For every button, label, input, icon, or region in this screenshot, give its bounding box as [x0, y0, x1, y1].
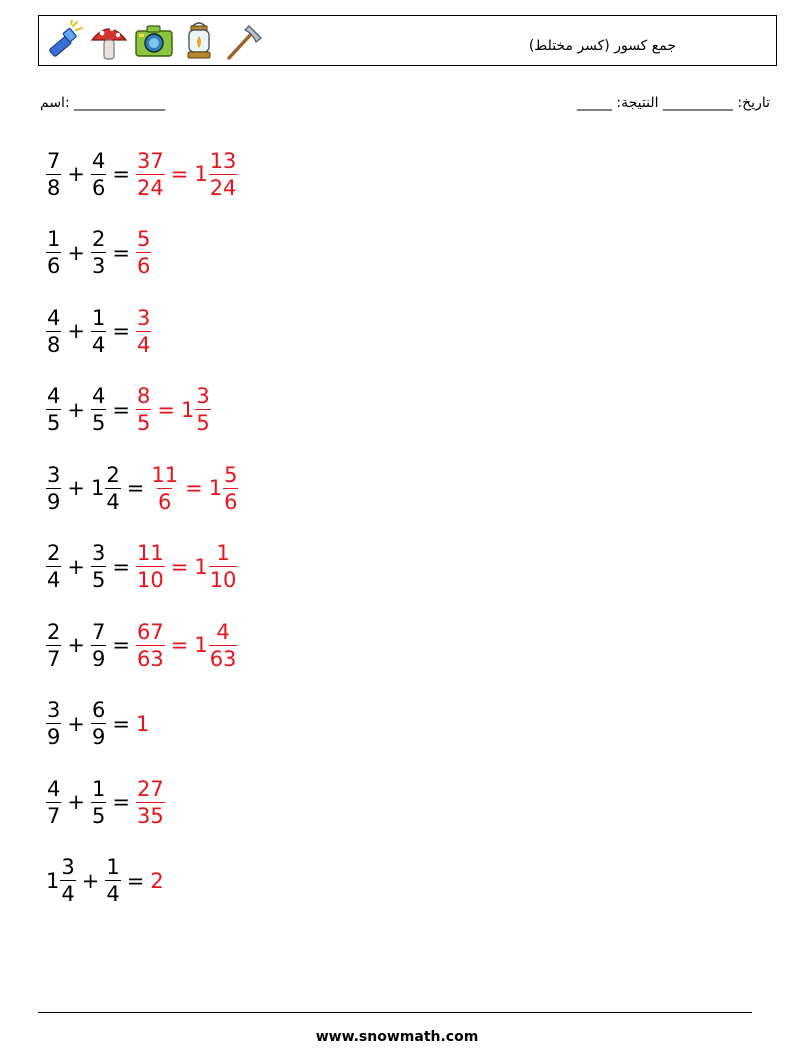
first-addend-denominator: 9	[47, 725, 61, 749]
answer-value	[136, 619, 165, 672]
first-addend-denominator: 7	[47, 646, 61, 671]
second-addend-denominator: 4	[106, 882, 120, 906]
equals-sign: =	[112, 711, 130, 736]
first-addend	[46, 776, 61, 829]
answer-value-whole: 2	[150, 868, 164, 893]
second-addend-fraction	[91, 697, 106, 750]
answer-value-denominator: 5	[136, 411, 151, 435]
problem-row	[46, 222, 238, 284]
equals-sign: =	[112, 790, 130, 814]
problem-list	[46, 143, 238, 928]
axe-icon	[223, 20, 265, 62]
worksheet-title: جمع كسور (كسر مختلط)	[528, 38, 676, 54]
problem-row	[46, 614, 238, 676]
lantern-icon	[178, 20, 220, 62]
second-addend-fraction	[105, 854, 120, 907]
plus-sign: +	[67, 790, 85, 814]
simplified-answer-fraction	[209, 148, 238, 201]
first-addend-numerator: 4	[47, 384, 61, 408]
first-addend-numerator: 4	[47, 305, 61, 330]
answer-value	[150, 462, 179, 515]
answer-value	[150, 869, 164, 893]
answer-value-numerator: 11	[151, 462, 179, 487]
camera-icon	[133, 20, 175, 62]
answer	[136, 712, 150, 736]
simplified-answer-denominator: 24	[209, 175, 237, 200]
first-addend-denominator: 4	[47, 568, 61, 592]
second-addend-whole: 1	[90, 476, 105, 500]
answer	[136, 540, 237, 593]
first-addend-denominator: 9	[47, 489, 61, 514]
first-addend-numerator: 3	[61, 855, 75, 879]
second-addend-denominator: 9	[91, 646, 106, 671]
plus-sign: +	[81, 868, 100, 893]
first-addend	[46, 540, 61, 593]
answer-value-numerator: 8	[136, 384, 151, 408]
second-addend-denominator: 4	[91, 332, 106, 357]
answer-value	[136, 305, 151, 358]
date-score-label: _____ :تاريخ: __________ النتيجة	[576, 95, 770, 111]
second-addend	[91, 540, 106, 593]
simplified-answer-whole: 1	[194, 162, 208, 186]
second-addend-numerator: 7	[91, 619, 106, 644]
simplified-answer	[209, 462, 239, 515]
problem-row	[46, 771, 238, 833]
answer-value-numerator: 67	[136, 619, 164, 644]
first-addend-numerator: 2	[47, 541, 61, 565]
second-addend-fraction	[105, 462, 120, 515]
first-addend-denominator: 5	[47, 411, 61, 435]
simplified-answer-fraction	[223, 462, 238, 515]
footer-divider	[38, 1012, 752, 1013]
answer	[150, 462, 238, 515]
first-addend	[46, 854, 76, 907]
second-addend-denominator: 3	[91, 254, 106, 278]
equals-sign: =	[112, 319, 130, 343]
first-addend-numerator: 4	[47, 776, 61, 801]
second-addend-numerator: 1	[91, 776, 106, 801]
problem-row	[46, 850, 238, 912]
answer-value	[136, 226, 151, 279]
second-addend-fraction	[91, 383, 106, 436]
simplified-answer-fraction	[209, 619, 238, 672]
answer	[136, 619, 237, 672]
answer-value-denominator: 35	[136, 803, 164, 828]
worksheet-header	[38, 15, 777, 66]
simplified-answer	[194, 619, 237, 672]
mushroom-icon	[88, 20, 130, 62]
answer-value-denominator: 10	[136, 568, 164, 592]
plus-sign: +	[67, 162, 85, 186]
second-addend	[91, 148, 106, 201]
second-addend-numerator: 4	[91, 148, 106, 173]
answer-value-denominator: 63	[136, 646, 164, 671]
simplified-answer-fraction	[209, 540, 238, 593]
second-addend-denominator: 5	[91, 568, 106, 592]
first-addend-whole: 1	[46, 868, 60, 893]
first-addend-fraction	[46, 619, 61, 672]
footer-url: www.snowmath.com	[315, 1029, 479, 1045]
second-addend-fraction	[91, 148, 106, 201]
answer-value-denominator: 6	[136, 254, 151, 278]
second-addend	[91, 383, 106, 436]
header-icons	[43, 20, 265, 62]
simplified-answer-numerator: 4	[216, 619, 230, 644]
simplified-answer-numerator: 5	[224, 462, 238, 487]
second-addend-numerator: 1	[106, 855, 120, 879]
plus-sign: +	[67, 240, 85, 265]
second-addend	[91, 462, 121, 515]
simplified-answer	[194, 540, 237, 593]
answer-value-fraction	[136, 305, 151, 358]
first-addend-numerator: 1	[47, 227, 61, 251]
answer	[150, 869, 164, 893]
answer-value-fraction	[150, 462, 179, 515]
simplified-answer-denominator: 63	[209, 646, 237, 671]
problem-row	[46, 693, 238, 755]
first-addend-numerator: 2	[47, 619, 61, 644]
second-addend	[91, 305, 106, 358]
equals-sign: =	[112, 240, 130, 265]
answer-value	[136, 776, 165, 829]
answer	[136, 226, 151, 279]
plus-sign: +	[67, 319, 85, 343]
second-addend-denominator: 9	[91, 725, 106, 749]
second-addend	[91, 697, 106, 750]
answer-value-numerator: 37	[136, 148, 164, 173]
first-addend-denominator: 4	[61, 882, 75, 906]
first-addend	[46, 305, 61, 358]
second-addend-numerator: 3	[91, 541, 106, 565]
first-addend	[46, 226, 61, 279]
equals-sign: =	[112, 633, 130, 657]
first-addend-numerator: 3	[47, 698, 61, 722]
answer-equals-sign: =	[170, 162, 189, 186]
first-addend	[46, 148, 61, 201]
second-addend-fraction	[91, 619, 106, 672]
answer-value-fraction	[136, 383, 151, 436]
first-addend-fraction	[60, 854, 75, 907]
first-addend	[46, 462, 61, 515]
equals-sign: =	[112, 162, 130, 186]
first-addend	[46, 383, 61, 436]
answer	[136, 148, 237, 201]
first-addend-fraction	[46, 226, 61, 279]
first-addend-denominator: 8	[47, 175, 61, 200]
equals-sign: =	[126, 868, 145, 893]
second-addend-numerator: 2	[91, 227, 106, 251]
first-addend	[46, 697, 61, 750]
answer-value-fraction	[136, 619, 165, 672]
problem-row	[46, 536, 238, 598]
equals-sign: =	[126, 476, 145, 500]
answer-equals-sign: =	[185, 476, 203, 500]
simplified-answer-numerator: 1	[216, 541, 230, 565]
name-field-label: اسم: _____________	[40, 95, 166, 111]
simplified-answer-numerator: 13	[209, 148, 237, 173]
problem-row	[46, 457, 238, 519]
problem-row	[46, 143, 238, 205]
simplified-answer	[194, 148, 237, 201]
simplified-answer-fraction	[195, 383, 210, 436]
first-addend-numerator: 7	[47, 148, 61, 173]
simplified-answer	[181, 383, 211, 436]
plus-sign: +	[67, 711, 85, 736]
first-addend-fraction	[46, 697, 61, 750]
first-addend-fraction	[46, 305, 61, 358]
simplified-answer-denominator: 5	[196, 411, 210, 435]
second-addend	[91, 226, 106, 279]
answer-equals-sign: =	[157, 397, 175, 422]
second-addend-numerator: 4	[91, 384, 106, 408]
answer-value-fraction	[136, 148, 165, 201]
first-addend-denominator: 6	[47, 254, 61, 278]
second-addend-denominator: 5	[91, 411, 106, 435]
answer	[136, 305, 151, 358]
first-addend-denominator: 7	[47, 803, 61, 828]
flashlight-icon	[43, 20, 85, 62]
answer-value-denominator: 24	[136, 175, 164, 200]
simplified-answer-whole: 1	[194, 554, 208, 579]
equals-sign: =	[112, 554, 130, 579]
second-addend-fraction	[91, 226, 106, 279]
second-addend-denominator: 5	[91, 803, 106, 828]
answer-value-numerator: 11	[136, 541, 164, 565]
plus-sign: +	[67, 633, 85, 657]
answer-value-numerator: 27	[136, 776, 164, 801]
first-addend-fraction	[46, 148, 61, 201]
answer-value-whole: 1	[135, 711, 150, 736]
plus-sign: +	[67, 397, 85, 422]
simplified-answer-whole: 1	[194, 633, 208, 657]
second-addend	[105, 854, 120, 907]
answer-value-denominator: 4	[136, 332, 151, 357]
first-addend-fraction	[46, 462, 61, 515]
plus-sign: +	[67, 476, 85, 500]
second-addend	[91, 619, 106, 672]
second-addend-numerator: 2	[106, 462, 120, 487]
second-addend-denominator: 4	[106, 489, 120, 514]
answer-value	[136, 540, 165, 593]
answer-value-denominator: 6	[158, 489, 172, 514]
simplified-answer-whole: 1	[208, 476, 223, 500]
first-addend-fraction	[46, 776, 61, 829]
simplified-answer-whole: 1	[180, 397, 195, 422]
problem-row	[46, 300, 238, 362]
answer-equals-sign: =	[170, 633, 189, 657]
problem-row	[46, 379, 238, 441]
simplified-answer-numerator: 3	[196, 384, 210, 408]
equals-sign: =	[112, 397, 130, 422]
simplified-answer-denominator: 10	[209, 568, 237, 592]
first-addend-numerator: 3	[47, 462, 61, 487]
second-addend-fraction	[91, 776, 106, 829]
second-addend-numerator: 6	[91, 698, 106, 722]
first-addend-denominator: 8	[47, 332, 61, 357]
answer-value	[136, 148, 165, 201]
simplified-answer-denominator: 6	[224, 489, 238, 514]
answer-equals-sign: =	[170, 554, 189, 579]
answer	[136, 776, 165, 829]
answer-value-fraction	[136, 776, 165, 829]
second-addend-denominator: 6	[91, 175, 106, 200]
second-addend-fraction	[91, 305, 106, 358]
answer-value-fraction	[136, 540, 165, 593]
second-addend-fraction	[91, 540, 106, 593]
answer-value-numerator: 5	[136, 227, 151, 251]
first-addend	[46, 619, 61, 672]
answer-value-numerator: 3	[136, 305, 151, 330]
plus-sign: +	[67, 554, 85, 579]
answer-value	[136, 712, 150, 736]
answer	[136, 383, 211, 436]
first-addend-fraction	[46, 383, 61, 436]
first-addend-fraction	[46, 540, 61, 593]
answer-value	[136, 383, 151, 436]
answer-value-fraction	[136, 226, 151, 279]
second-addend-numerator: 1	[91, 305, 106, 330]
second-addend	[91, 776, 106, 829]
